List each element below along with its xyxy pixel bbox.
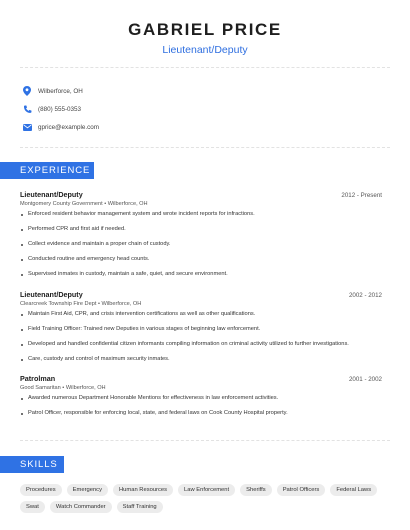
job-bullet: Developed and handled confidential citizen informants compiling information on criminal activity utilized to further investigations. — [20, 341, 382, 347]
experience-heading: EXPERIENCE — [0, 162, 94, 179]
job-bullets — [20, 211, 382, 277]
skill-chip: Watch Commander — [50, 501, 112, 513]
job-entry — [20, 290, 382, 362]
contact-location — [20, 82, 99, 100]
job-bullet: Supervised inmates in custody, maintain a safe, quiet, and secure environment. — [20, 271, 382, 277]
job-bullet: Conducted routine and emergency head counts. — [20, 256, 382, 262]
job-bullets — [20, 311, 382, 362]
job-org: Clearcreek Township Fire Dept • Wilberforce, OH — [20, 301, 142, 307]
job-title: Lieutenant/Deputy — [20, 190, 83, 199]
job-org-location: Wilberforce, OH — [101, 301, 142, 307]
job-bullet: Awarded numerous Department Honorable Mentions for effectiveness in law enforcement activities. — [20, 395, 382, 401]
job-bullet: Enforced resident behavior management system and wrote incident reports for infractions. — [20, 211, 382, 217]
skill-chip: Staff Training — [117, 501, 163, 513]
phone-icon — [20, 102, 34, 116]
skill-chip: Emergency — [67, 484, 108, 496]
job-org-location: Wilberforce, OH — [107, 201, 148, 207]
job-org-name: Montgomery County Government — [20, 201, 103, 207]
contact-phone — [20, 100, 99, 118]
job-title: Lieutenant/Deputy — [20, 290, 83, 299]
skill-chip: Human Resources — [113, 484, 173, 496]
skill-chip: Federal Laws — [330, 484, 377, 496]
map-pin-icon — [20, 84, 34, 98]
skill-chip: Swat — [20, 501, 45, 513]
job-org-location: Wilberforce, OH — [65, 385, 106, 391]
skills-heading: SKILLS — [0, 456, 64, 473]
job-bullet: Performed CPR and first aid if needed. — [20, 226, 382, 232]
envelope-icon — [20, 120, 34, 134]
job-org-name: Clearcreek Township Fire Dept — [20, 301, 97, 307]
candidate-name: GABRIEL PRICE — [128, 20, 282, 39]
job-org: Montgomery County Government • Wilberforce, OH — [20, 201, 148, 207]
contact-phone-text: (880) 555-0353 — [38, 105, 82, 113]
contact-email-text: gprice@example.com — [38, 123, 99, 131]
job-bullet: Patrol Officer, responsible for enforcing local, state, and federal laws on Cook County Hospital property. — [20, 410, 382, 416]
job-bullet: Care, custody and control of maximum security inmates. — [20, 356, 382, 362]
contact-section — [20, 82, 99, 136]
job-org: Good Samaritan • Wilberforce, OH — [20, 385, 106, 391]
job-dates: 2001 - 2002 — [348, 376, 382, 383]
skill-chip: Sheriffs — [240, 484, 272, 496]
job-bullet: Field Training Officer: Trained new Deputies in various stages of beginning law enforcement. — [20, 326, 382, 332]
candidate-role: Lieutenant/Deputy — [162, 44, 248, 56]
skill-chip: Patrol Officers — [277, 484, 326, 496]
job-bullet: Maintain First Aid, CPR, and crisis intervention certifications as well as other qualifications. — [20, 311, 382, 317]
job-org-name: Good Samaritan — [20, 385, 61, 391]
contact-email — [20, 118, 99, 136]
divider — [20, 440, 390, 441]
skills-list — [20, 484, 390, 513]
job-entry — [20, 374, 382, 416]
job-dates: 2002 - 2012 — [348, 292, 382, 299]
job-title: Patrolman — [20, 374, 56, 383]
job-dates: 2012 - Present — [341, 192, 382, 199]
job-bullets — [20, 395, 382, 416]
divider — [20, 67, 390, 68]
job-bullet: Collect evidence and maintain a proper chain of custody. — [20, 241, 382, 247]
resume-header — [0, 0, 410, 56]
divider — [20, 147, 390, 148]
job-entry — [20, 190, 382, 277]
contact-location-text: Wilberforce, OH — [38, 87, 83, 95]
skill-chip: Procedures — [20, 484, 62, 496]
skill-chip: Law Enforcement — [178, 484, 235, 496]
